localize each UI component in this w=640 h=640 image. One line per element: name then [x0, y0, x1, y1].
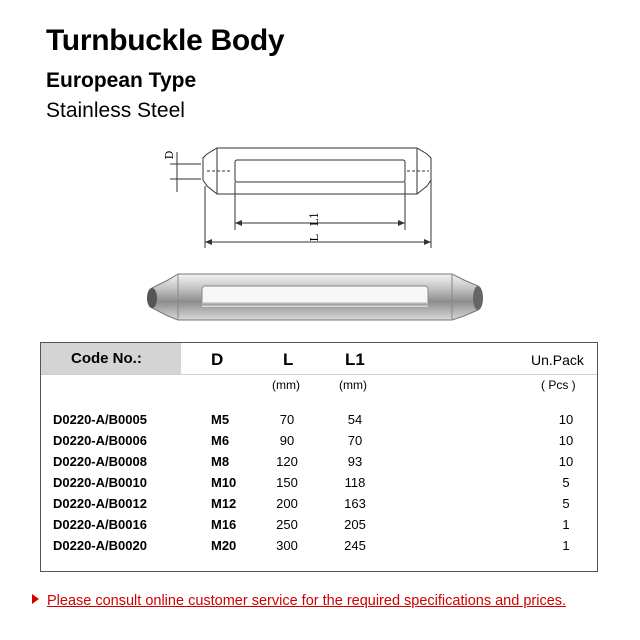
- dim-label-d: D: [163, 150, 176, 160]
- triangle-right-icon: [32, 594, 39, 604]
- header-pack: Un.Pack: [531, 352, 584, 368]
- cell-d: M5: [211, 412, 230, 427]
- cell-code: D0220-A/B0008: [53, 454, 147, 469]
- technical-drawing: [155, 130, 455, 258]
- cell-l: 90: [279, 433, 295, 448]
- cell-d: M6: [211, 433, 230, 448]
- header-divider: [41, 374, 597, 375]
- cell-pack: 10: [558, 454, 574, 469]
- page-title: Turnbuckle Body: [46, 24, 285, 57]
- cell-l1: 54: [347, 412, 363, 427]
- cell-l1: 93: [347, 454, 363, 469]
- turnbuckle-photo: [140, 262, 490, 328]
- product-material: Stainless Steel: [46, 99, 185, 122]
- cell-l: 70: [279, 412, 295, 427]
- cell-l: 300: [276, 538, 298, 553]
- cell-d: M20: [211, 538, 237, 553]
- unit-l1: (mm): [339, 378, 367, 392]
- cell-l1: 205: [344, 517, 366, 532]
- cell-code: D0220-A/B0016: [53, 517, 147, 532]
- cell-pack: 5: [562, 496, 570, 511]
- product-type: European Type: [46, 69, 197, 92]
- cell-d: M10: [211, 475, 237, 490]
- cell-code: D0220-A/B0010: [53, 475, 147, 490]
- cell-l: 200: [276, 496, 298, 511]
- cell-code: D0220-A/B0006: [53, 433, 147, 448]
- cell-d: M8: [211, 454, 230, 469]
- cell-l1: 163: [344, 496, 366, 511]
- cell-d: M16: [211, 517, 237, 532]
- unit-l: (mm): [272, 378, 300, 392]
- cell-pack: 5: [562, 475, 570, 490]
- dim-label-l1: L1: [308, 211, 321, 227]
- cell-pack: 10: [558, 412, 574, 427]
- cell-pack: 1: [562, 538, 570, 553]
- cell-code: D0220-A/B0012: [53, 496, 147, 511]
- cell-l1: 70: [347, 433, 363, 448]
- cell-d: M12: [211, 496, 237, 511]
- cell-l: 120: [276, 454, 298, 469]
- cell-pack: 1: [562, 517, 570, 532]
- cell-pack: 10: [558, 433, 574, 448]
- header-l1: L1: [345, 350, 365, 369]
- table-row: [41, 475, 597, 496]
- cell-code: D0220-A/B0020: [53, 538, 147, 553]
- spec-table: [40, 342, 598, 572]
- cell-l1: 118: [344, 475, 366, 490]
- unit-pack: ( Pcs ): [541, 378, 576, 392]
- cell-l1: 245: [344, 538, 366, 553]
- table-row: [41, 454, 597, 475]
- header-d: D: [211, 350, 224, 369]
- consult-notice-text: Please consult online customer service for the required specifications and prices.: [47, 593, 567, 609]
- dim-label-l: L: [308, 234, 321, 242]
- table-row: [41, 496, 597, 517]
- cell-l: 150: [276, 475, 298, 490]
- cell-code: D0220-A/B0005: [53, 412, 147, 427]
- consult-notice[interactable]: [32, 593, 566, 609]
- table-row: [41, 433, 597, 454]
- table-row: [41, 412, 597, 433]
- header-l: L: [283, 350, 294, 369]
- header-code: Code No.:: [71, 350, 142, 367]
- table-row: [41, 517, 597, 538]
- table-row: [41, 538, 597, 559]
- cell-l: 250: [276, 517, 298, 532]
